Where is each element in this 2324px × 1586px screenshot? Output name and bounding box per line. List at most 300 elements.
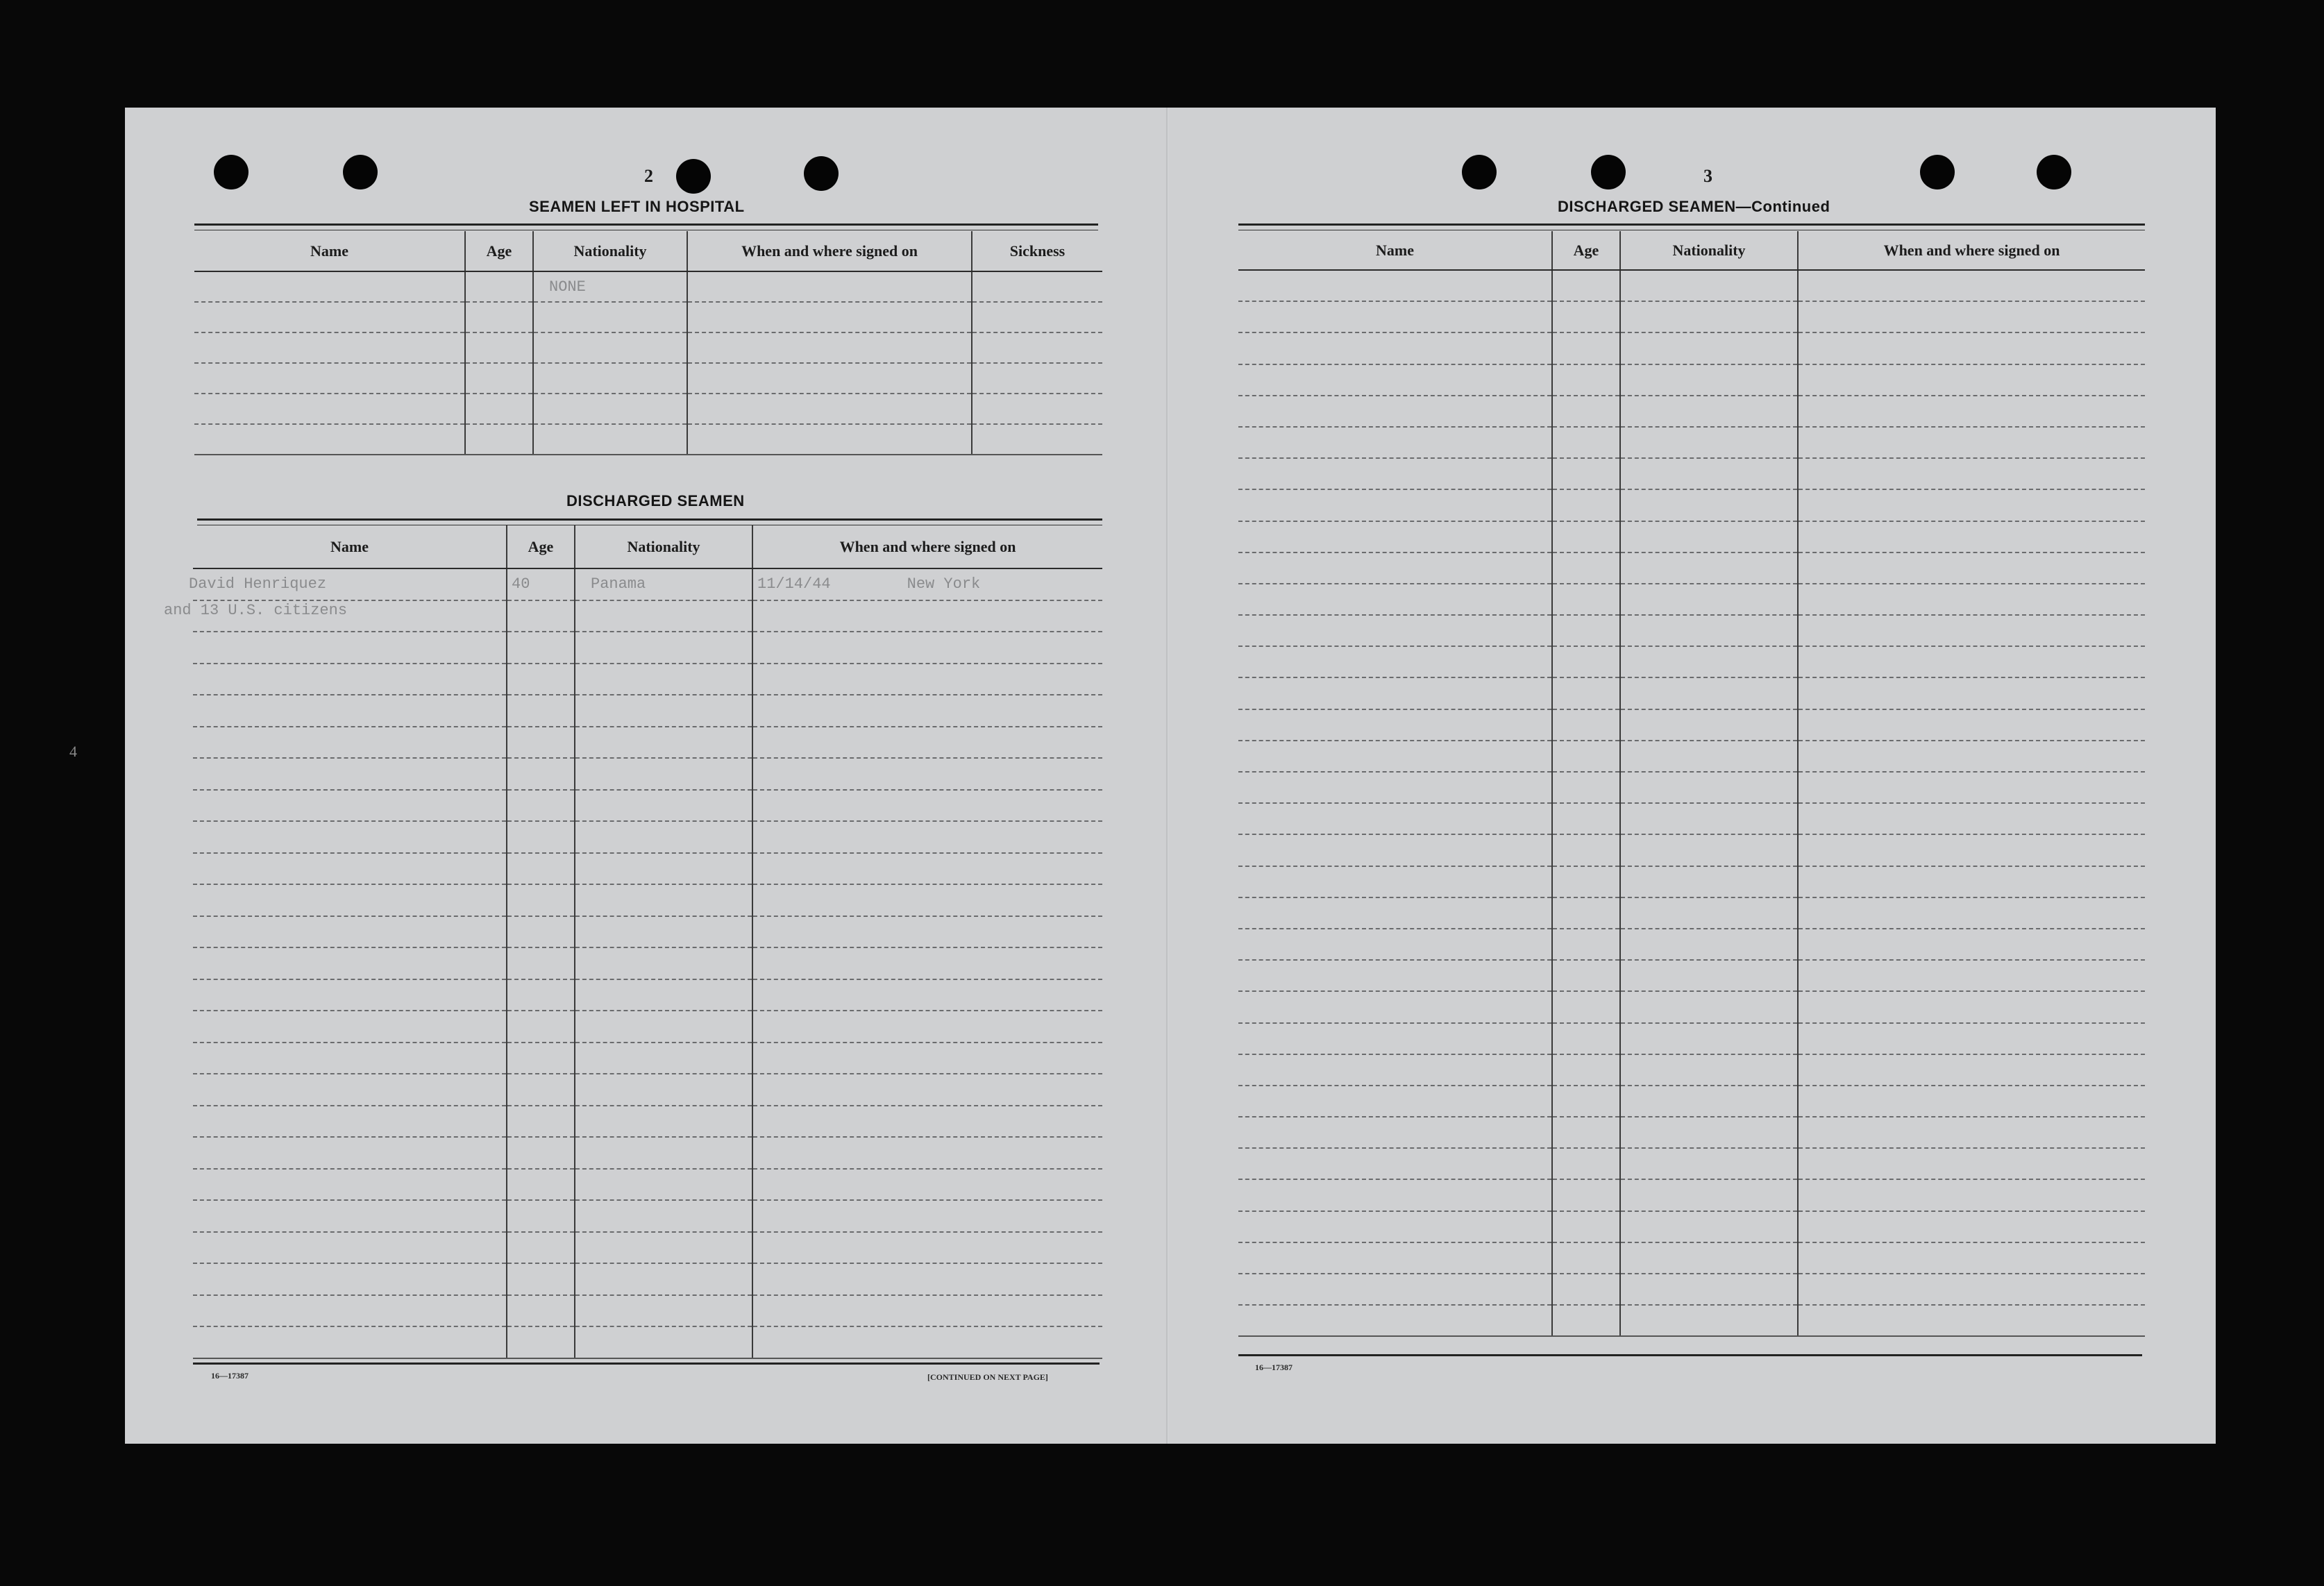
table-cell: [193, 916, 507, 948]
table-cell: [1798, 772, 2145, 803]
table-cell: [507, 1295, 575, 1327]
table-cell: [507, 1043, 575, 1074]
table-cell: [575, 1106, 752, 1138]
table-cell: [1620, 1023, 1798, 1054]
table-cell: [507, 853, 575, 885]
table-cell: [1238, 960, 1552, 991]
table-row: [194, 271, 1102, 302]
table-cell: [1552, 301, 1620, 332]
table-cell: [575, 1011, 752, 1043]
margin-mark: 4: [69, 743, 77, 760]
table-cell: [1798, 301, 2145, 332]
table-cell: [752, 947, 1102, 979]
table-cell: [507, 821, 575, 853]
table-row: [193, 884, 1102, 916]
table-cell: [575, 1043, 752, 1074]
table-cell: [575, 1074, 752, 1106]
table-cell: [1798, 427, 2145, 458]
table-row: [194, 332, 1102, 363]
table-cell: [1620, 834, 1798, 866]
table-cell: [507, 1106, 575, 1138]
table-cell: [1238, 866, 1552, 897]
table-cell: [1552, 866, 1620, 897]
table-row: [1238, 332, 2145, 364]
hospital-title: SEAMEN LEFT IN HOSPITAL: [529, 198, 745, 215]
table-cell: [193, 821, 507, 853]
table-cell: [1552, 1117, 1620, 1148]
table-row: [1238, 1211, 2145, 1242]
table-cell: [1238, 991, 1552, 1022]
table-row: [1238, 866, 2145, 897]
table-row: [1238, 427, 2145, 458]
table-cell: [507, 916, 575, 948]
table-cell: [752, 1295, 1102, 1327]
table-cell: [1238, 1242, 1552, 1274]
table-cell: [575, 853, 752, 885]
table-cell: [193, 979, 507, 1011]
table-cell: [193, 1106, 507, 1138]
table-cell: [752, 1232, 1102, 1264]
table-cell: [1620, 897, 1798, 929]
table-cell: [1552, 615, 1620, 646]
table-cell: [752, 1326, 1102, 1358]
table-cell: [193, 1043, 507, 1074]
table-cell: [1620, 1305, 1798, 1336]
table-row: [1238, 803, 2145, 834]
table-row: [193, 1169, 1102, 1201]
cell-value: David Henriquez: [189, 575, 327, 593]
table-row: [193, 758, 1102, 790]
table-cell: [193, 1169, 507, 1201]
table-cell: [507, 1169, 575, 1201]
discharged-top-rule: [197, 518, 1102, 525]
table-cell: [1552, 991, 1620, 1022]
table-cell: [1798, 270, 2145, 301]
table-cell: [1620, 1242, 1798, 1274]
table-cell: [1238, 834, 1552, 866]
table-cell: [193, 1137, 507, 1169]
table-cell: [1238, 521, 1552, 552]
table-cell: [1552, 364, 1620, 396]
table-cell: [752, 632, 1102, 664]
table-cell: [575, 947, 752, 979]
table-row: [1238, 1023, 2145, 1054]
table-cell: [1798, 866, 2145, 897]
table-cell: [193, 632, 507, 664]
table-row: [193, 979, 1102, 1011]
table-row: [194, 424, 1102, 455]
table-row: [193, 632, 1102, 664]
table-cell: [1798, 1054, 2145, 1086]
table-cell: [533, 302, 687, 332]
table-row: [193, 1263, 1102, 1295]
page-number: 2: [644, 166, 653, 186]
table-cell: [193, 1232, 507, 1264]
table-cell: [1552, 929, 1620, 960]
table-cell: [575, 664, 752, 695]
table-cell: [1798, 364, 2145, 396]
table-cell: [1620, 960, 1798, 991]
table-cell: [1620, 1274, 1798, 1305]
table-cell: [752, 821, 1102, 853]
table-cell: [1238, 1054, 1552, 1086]
table-row: [193, 1137, 1102, 1169]
table-row: [1238, 1086, 2145, 1117]
column-header: Sickness: [972, 231, 1102, 271]
table-cell: [1238, 1179, 1552, 1210]
table-cell: [533, 271, 687, 302]
table-cell: [972, 332, 1102, 363]
table-cell: [193, 1326, 507, 1358]
table-cell: [465, 332, 533, 363]
table-cell: [1798, 929, 2145, 960]
table-cell: [1238, 897, 1552, 929]
table-cell: [533, 394, 687, 424]
table-cell: [752, 1263, 1102, 1295]
table-row: [193, 1295, 1102, 1327]
table-cell: [1620, 803, 1798, 834]
table-cell: [972, 394, 1102, 424]
table-cell: [1552, 772, 1620, 803]
table-cell: [507, 884, 575, 916]
table-row: [1238, 929, 2145, 960]
table-cell: [1798, 1305, 2145, 1336]
table-cell: [1552, 1023, 1620, 1054]
table-cell: [1552, 521, 1620, 552]
table-cell: [752, 695, 1102, 727]
table-row: [1238, 709, 2145, 741]
table-cell: [1798, 1148, 2145, 1179]
table-cell: [1238, 1023, 1552, 1054]
table-cell: [1798, 1274, 2145, 1305]
table-row: [1238, 458, 2145, 489]
table-cell: [1238, 270, 1552, 301]
table-row: [1238, 396, 2145, 427]
table-cell: [1238, 489, 1552, 521]
table-cell: [507, 632, 575, 664]
table-cell: [972, 424, 1102, 455]
table-cell: [1552, 741, 1620, 772]
table-cell: [465, 363, 533, 394]
table-cell: [1238, 615, 1552, 646]
table-cell: [1620, 458, 1798, 489]
table-cell: [752, 1169, 1102, 1201]
table-cell: [752, 790, 1102, 822]
table-cell: [1620, 1211, 1798, 1242]
table-cell: [1238, 1148, 1552, 1179]
table-cell: [1238, 364, 1552, 396]
table-cell: [1798, 1117, 2145, 1148]
table-row: [1238, 741, 2145, 772]
table-cell: [1552, 1242, 1620, 1274]
column-header: Name: [1238, 231, 1552, 270]
table-row: [1238, 521, 2145, 552]
table-cell: [752, 979, 1102, 1011]
document-sheet: [125, 108, 2216, 1444]
table-row: [1238, 677, 2145, 709]
table-cell: [1552, 396, 1620, 427]
table-cell: [1552, 803, 1620, 834]
table-cell: [507, 758, 575, 790]
table-row: [194, 394, 1102, 424]
table-cell: [687, 271, 972, 302]
table-cell: [1552, 960, 1620, 991]
table-cell: [575, 632, 752, 664]
table-cell: [575, 884, 752, 916]
table-cell: [194, 363, 465, 394]
table-cell: [1238, 803, 1552, 834]
table-cell: [1552, 458, 1620, 489]
table-cell: [193, 695, 507, 727]
table-cell: [507, 1232, 575, 1264]
table-row: [194, 302, 1102, 332]
table-cell: [465, 394, 533, 424]
signed-on-date: 11/14/44: [757, 575, 831, 593]
table-cell: [752, 664, 1102, 695]
table-row: [1238, 552, 2145, 584]
table-cell: [1798, 552, 2145, 584]
continued-top-rule: [1238, 223, 2145, 230]
table-cell: [1620, 615, 1798, 646]
table-cell: [1620, 332, 1798, 364]
table-cell: [752, 1074, 1102, 1106]
table-cell: [687, 332, 972, 363]
table-row: [193, 790, 1102, 822]
table-row: [1238, 646, 2145, 677]
discharged-table: [189, 525, 1102, 1359]
table-cell: [193, 664, 507, 695]
table-row: [193, 1232, 1102, 1264]
table-cell: [1798, 396, 2145, 427]
table-cell: [1552, 427, 1620, 458]
left-bottom-rule: [193, 1363, 1100, 1365]
table-cell: [507, 979, 575, 1011]
table-row: [1238, 991, 2145, 1022]
table-cell: [1620, 1086, 1798, 1117]
table-cell: [507, 1074, 575, 1106]
table-cell: [752, 600, 1102, 632]
table-cell: [1798, 1023, 2145, 1054]
table-cell: [575, 1200, 752, 1232]
table-cell: [687, 363, 972, 394]
table-cell: [687, 394, 972, 424]
hospital-top-rule: [194, 223, 1098, 230]
table-cell: [752, 1200, 1102, 1232]
table-row: [1238, 1179, 2145, 1210]
table-cell: [193, 790, 507, 822]
table-cell: [193, 1295, 507, 1327]
table-cell: [1552, 270, 1620, 301]
table-cell: [507, 600, 575, 632]
right-bottom-rule: [1238, 1354, 2142, 1356]
continued-note: [CONTINUED ON NEXT PAGE]: [927, 1372, 1048, 1382]
table-cell: [1620, 772, 1798, 803]
table-cell: [1238, 301, 1552, 332]
citizens-note: and 13 U.S. citizens: [164, 602, 348, 619]
column-header: When and where signed on: [1798, 231, 2145, 270]
table-cell: [575, 821, 752, 853]
table-cell: [194, 302, 465, 332]
table-cell: [972, 271, 1102, 302]
table-cell: [1620, 991, 1798, 1022]
column-header: Age: [507, 525, 575, 568]
table-cell: [1238, 1305, 1552, 1336]
table-cell: [507, 1137, 575, 1169]
table-cell: [1552, 552, 1620, 584]
table-cell: [533, 332, 687, 363]
table-cell: [1798, 1179, 2145, 1210]
table-cell: [575, 1326, 752, 1358]
table-cell: [1620, 584, 1798, 615]
table-cell: [1552, 1054, 1620, 1086]
table-row: [193, 727, 1102, 759]
table-row: [193, 1326, 1102, 1358]
table-cell: [1238, 396, 1552, 427]
table-cell: [1798, 489, 2145, 521]
table-cell: [193, 884, 507, 916]
column-header: Name: [194, 231, 465, 271]
table-cell: [507, 695, 575, 727]
table-row: [194, 363, 1102, 394]
table-cell: [1620, 929, 1798, 960]
table-cell: [1798, 709, 2145, 741]
table-cell: [1620, 396, 1798, 427]
table-cell: [1552, 677, 1620, 709]
table-cell: [533, 363, 687, 394]
table-cell: [507, 664, 575, 695]
table-cell: [193, 1200, 507, 1232]
table-cell: [1620, 552, 1798, 584]
table-cell: [193, 1011, 507, 1043]
table-row: [1238, 1148, 2145, 1179]
table-cell: [752, 568, 1102, 600]
table-cell: [1552, 1148, 1620, 1179]
table-cell: [465, 302, 533, 332]
table-row: [193, 568, 1102, 600]
table-cell: [1798, 1086, 2145, 1117]
table-cell: [1620, 364, 1798, 396]
table-row: [1238, 960, 2145, 991]
table-cell: [194, 394, 465, 424]
table-cell: [575, 600, 752, 632]
table-cell: [972, 363, 1102, 394]
table-cell: [1238, 584, 1552, 615]
table-cell: [575, 979, 752, 1011]
table-cell: [575, 916, 752, 948]
table-cell: [752, 1043, 1102, 1074]
table-cell: [1552, 1179, 1620, 1210]
table-cell: [1798, 834, 2145, 866]
table-cell: [193, 1263, 507, 1295]
table-cell: [752, 916, 1102, 948]
table-cell: [533, 424, 687, 455]
table-cell: [1798, 991, 2145, 1022]
table-cell: [575, 1137, 752, 1169]
table-cell: [1798, 741, 2145, 772]
table-cell: [1798, 1211, 2145, 1242]
table-cell: [1238, 332, 1552, 364]
table-cell: [1620, 741, 1798, 772]
table-cell: [193, 1074, 507, 1106]
table-row: [1238, 1305, 2145, 1336]
table-cell: [1238, 677, 1552, 709]
table-cell: [1620, 489, 1798, 521]
table-cell: [752, 1137, 1102, 1169]
table-cell: [507, 1263, 575, 1295]
column-header: Name: [193, 525, 507, 568]
table-cell: [507, 1011, 575, 1043]
table-cell: [193, 853, 507, 885]
table-cell: [687, 424, 972, 455]
table-cell: [1620, 1148, 1798, 1179]
table-cell: [465, 271, 533, 302]
table-cell: [752, 758, 1102, 790]
table-cell: [575, 568, 752, 600]
table-cell: [575, 790, 752, 822]
table-cell: [1238, 741, 1552, 772]
table-row: [193, 1074, 1102, 1106]
table-row: [1238, 489, 2145, 521]
table-row: [1238, 1274, 2145, 1305]
table-cell: [507, 568, 575, 600]
table-cell: [972, 302, 1102, 332]
table-cell: [1552, 1086, 1620, 1117]
table-cell: [752, 884, 1102, 916]
table-cell: [193, 947, 507, 979]
table-row: [1238, 615, 2145, 646]
table-cell: [507, 947, 575, 979]
table-cell: [1620, 709, 1798, 741]
table-cell: [1238, 1086, 1552, 1117]
table-row: [193, 664, 1102, 695]
form-number: 16—17387: [1255, 1363, 1292, 1372]
table-cell: [1552, 332, 1620, 364]
table-row: [193, 695, 1102, 727]
table-cell: [194, 424, 465, 455]
table-cell: [1238, 772, 1552, 803]
column-header: Nationality: [575, 525, 752, 568]
column-header: Nationality: [533, 231, 687, 271]
table-cell: [687, 302, 972, 332]
table-cell: [1238, 427, 1552, 458]
table-cell: [193, 727, 507, 759]
table-cell: [1798, 521, 2145, 552]
table-cell: [1798, 615, 2145, 646]
table-cell: [575, 758, 752, 790]
table-cell: [507, 1200, 575, 1232]
table-cell: [1798, 332, 2145, 364]
table-cell: [507, 727, 575, 759]
table-cell: [575, 727, 752, 759]
table-cell: [752, 1011, 1102, 1043]
discharged-title: DISCHARGED SEAMEN: [566, 492, 745, 509]
table-cell: [465, 424, 533, 455]
table-cell: [194, 332, 465, 363]
table-cell: [575, 1295, 752, 1327]
table-cell: [1798, 1242, 2145, 1274]
table-cell: [1552, 834, 1620, 866]
table-cell: [189, 568, 507, 600]
table-cell: [1798, 584, 2145, 615]
table-cell: [1798, 960, 2145, 991]
right-page: [1169, 108, 2216, 1444]
discharged-continued-title: DISCHARGED SEAMEN—Continued: [1558, 198, 1830, 215]
table-row: [1238, 834, 2145, 866]
table-cell: [1238, 1211, 1552, 1242]
table-cell: [1620, 1054, 1798, 1086]
table-cell: [1798, 646, 2145, 677]
table-cell: [1620, 1117, 1798, 1148]
